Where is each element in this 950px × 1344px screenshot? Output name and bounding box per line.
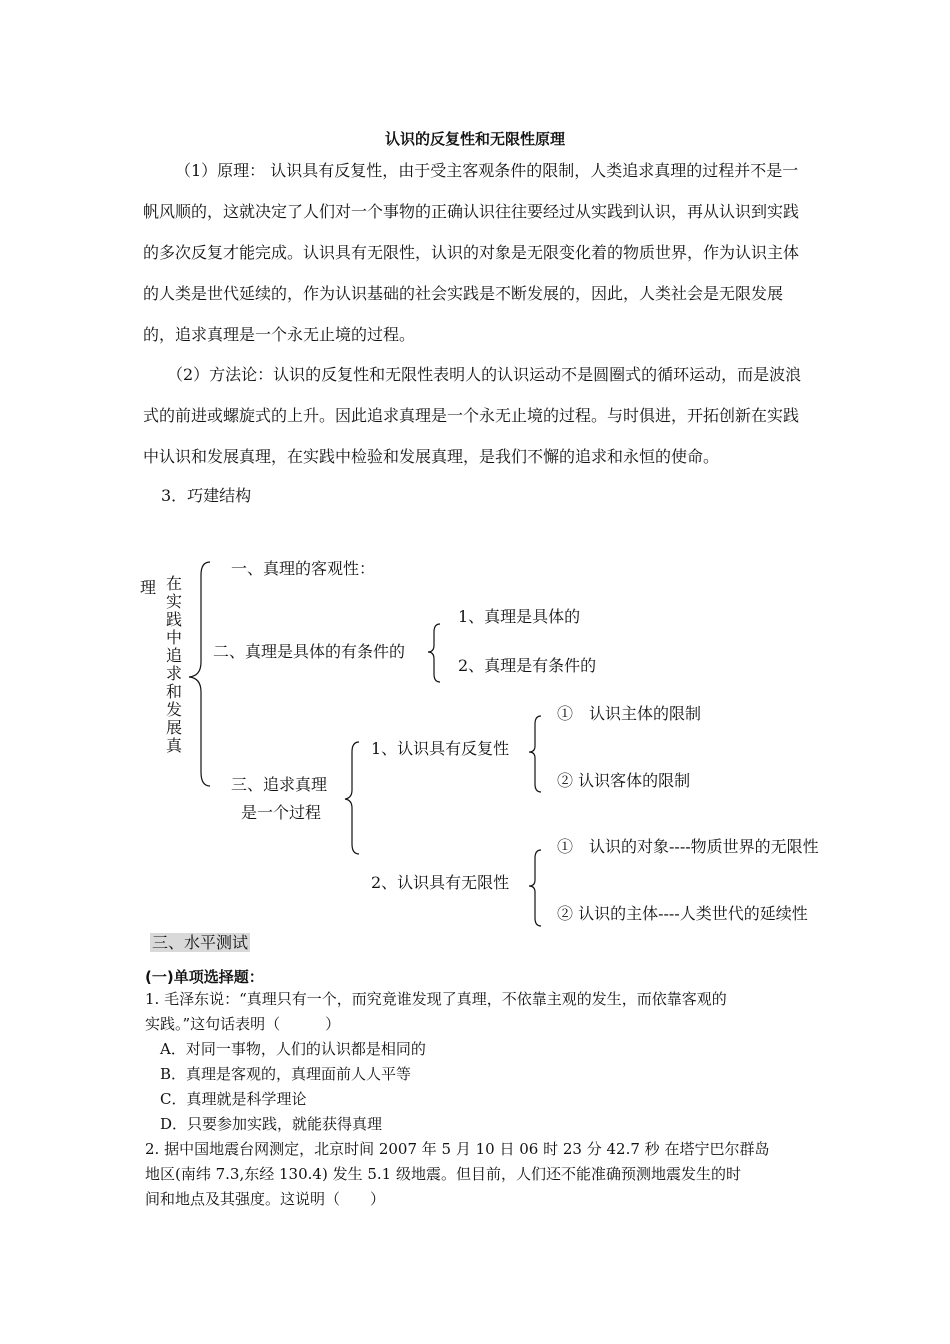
q1-stem-line1: 1. 毛泽东说：“真理只有一个，而究竟谁发现了真理，不依靠主观的发生，而依靠客观的 — [145, 990, 727, 1008]
branch-1-label: 一、真理的客观性： — [231, 559, 376, 578]
sub1-brace — [529, 716, 541, 792]
page-title: 认识的反复性和无限性原理 — [384, 130, 565, 148]
q2-stem-line1: 2. 据中国地震台网测定，北京时间 2007 年 5 月 10 日 06 时 23 分 42.7 秒 在塔宁巴尔群岛 — [145, 1140, 770, 1158]
diagram-root-char: 理 — [140, 578, 157, 597]
branch-3-sub-2: 2、认识具有无限性 — [371, 873, 510, 892]
branch-3-sub-1-b: ② 认识客体的限制 — [557, 771, 691, 790]
principle-paragraph: （1）原理： 认识具有反复性，由于受主客观条件的限制，人类追求真理的过程并不是一帆风顺的，这就决定了人们对一个事物的正确认识往往要经过从实践到认识，再从认识到实践的多次反复才能完成。认识具有无限性，认识的对象是无限变化着的物质世界，作为认识主体的人类是世代延续的，作为认识基础的社会实践是不断发展的，因此，人类社会是无限发展的，追求真理是一个永无止境的过程。 — [143, 161, 800, 344]
q1-option-d: D．只要参加实践，就能获得真理 — [160, 1115, 383, 1133]
single-choice-heading: (一)单项选择题： — [145, 968, 264, 986]
branch-3-sub-1: 1、认识具有反复性 — [371, 739, 510, 758]
branch-2-label: 二、真理是具体的有条件的 — [213, 642, 406, 661]
branch-3-sub-2-a: ① 认识的对象----物质世界的无限性 — [557, 837, 819, 856]
branch-2-sub-2: 2、真理是有条件的 — [458, 656, 597, 675]
q2-stem-line3: 间和地点及其强度。这说明（ ） — [145, 1190, 386, 1208]
branch2-brace — [428, 624, 440, 682]
test-section-heading — [150, 930, 250, 953]
branch-3-sub-1-a: ① 认识主体的限制 — [557, 704, 702, 723]
branch3-brace — [345, 742, 359, 854]
diagram-root-vertical: 在实践中追求和发展真 — [166, 574, 183, 755]
main-brace — [189, 562, 210, 786]
sub2-brace — [529, 850, 541, 926]
methodology-paragraph: （2）方法论：认识的反复性和无限性表明人的认识运动不是圆圈式的循环运动，而是波浪式的前进或螺旋式的上升。因此追求真理是一个永无止境的过程。与时俱进，开拓创新在实践中认识和发展真理，在实践中检验和发展真理，是我们不懈的追求和永恒的使命。 — [143, 365, 802, 466]
q1-option-b: B．真理是客观的，真理面前人人平等 — [160, 1065, 412, 1083]
branch-2-sub-1: 1、真理是具体的 — [458, 607, 581, 626]
q2-stem-line2: 地区(南纬 7.3,东经 130.4) 发生 5.1 级地震。但目前，人们还不能准确预测地震发生的时 — [145, 1165, 741, 1183]
branch-3-label-line2: 是一个过程 — [241, 803, 322, 822]
q1-stem-line2: 实践。”这句话表明（ ） — [145, 1015, 341, 1033]
structure-heading: 3．巧建结构 — [161, 486, 252, 505]
q1-option-c: C．真理就是科学理论 — [160, 1090, 307, 1108]
branch-3-sub-2-b: ② 认识的主体----人类世代的延续性 — [557, 904, 808, 923]
test-section-label: 三、水平测试 — [152, 933, 249, 952]
q1-option-a: A．对同一事物，人们的认识都是相同的 — [160, 1040, 426, 1058]
branch-3-label-line1: 三、追求真理 — [231, 775, 328, 794]
